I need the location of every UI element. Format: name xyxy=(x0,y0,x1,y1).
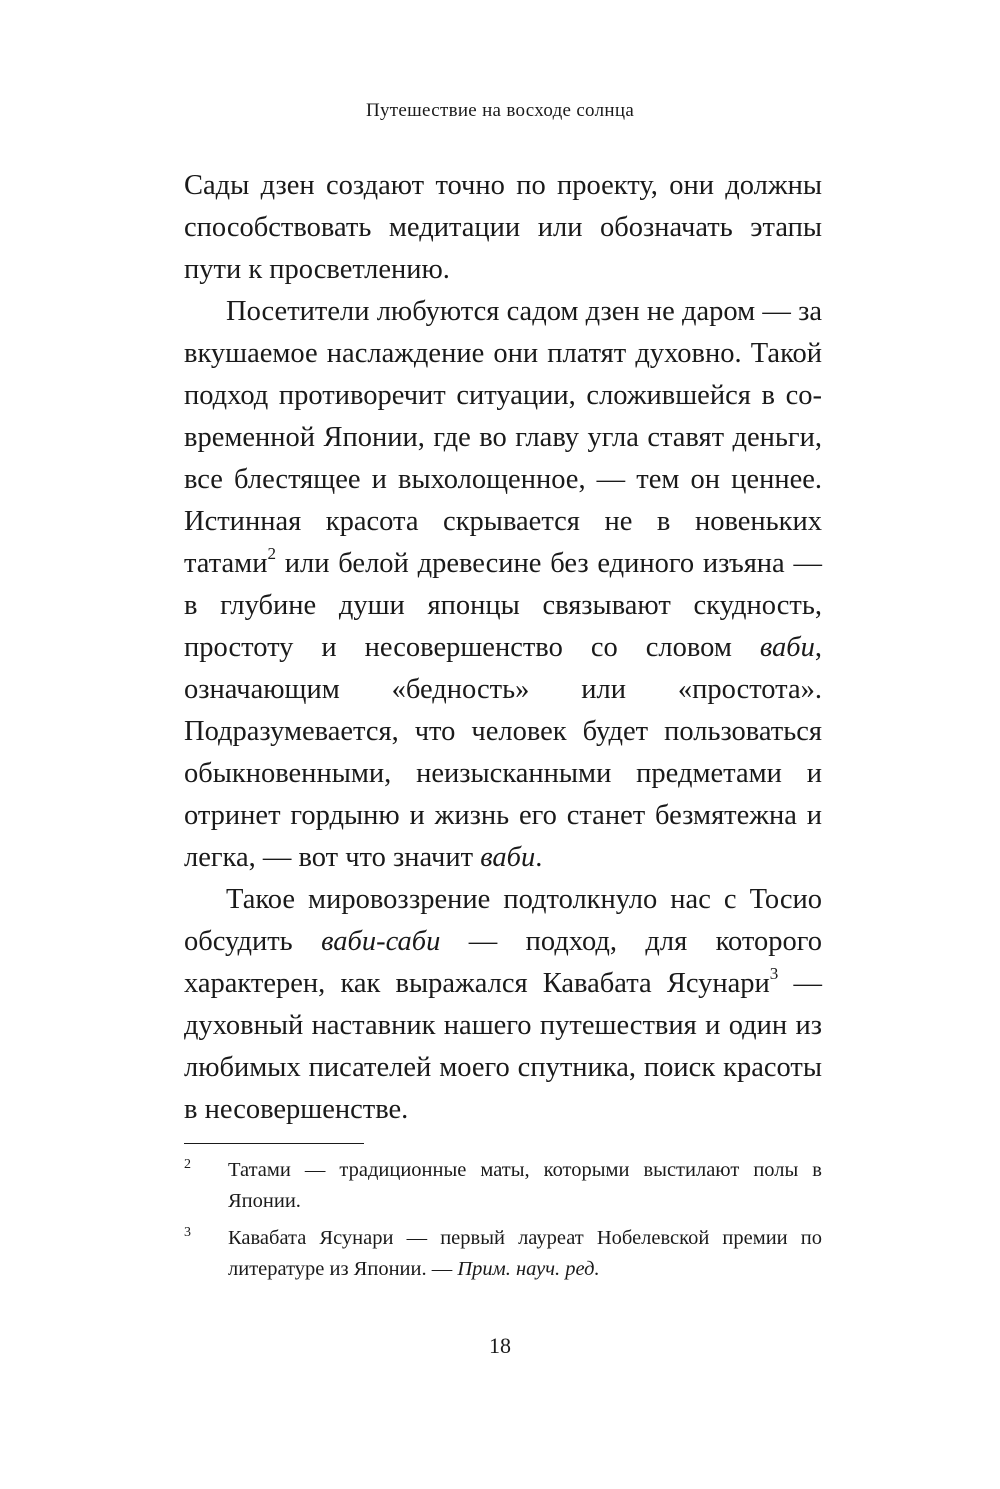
paragraph-2-part-b: или белой древесине без единого изъяна — в глубине души японцы связывают скудность, простоту и несовершенство со словом xyxy=(184,548,822,663)
footnote-item xyxy=(184,1155,822,1217)
footnote-ref-2[interactable]: 2 xyxy=(267,544,277,564)
footnote-item xyxy=(184,1223,822,1285)
term-wabi-2: ваби xyxy=(480,842,536,873)
paragraph-3-part-b: — подход, для которого характерен, как выражался Кавабата Ясунари xyxy=(184,926,822,999)
paragraph-3-part-c: — духовный наставник нашего путешествия и один из любимых писателей моего спутника, поиск красоты в несовершенстве. xyxy=(184,968,822,1125)
paragraph-3 xyxy=(184,879,822,1131)
paragraph-3-part-a: Такое мировоззрение подтолкнуло нас с Тосио обсудить xyxy=(184,884,822,957)
term-wabi-sabi: ваби-саби xyxy=(321,926,441,957)
paragraph-2-part-c: , означающим «бедность» или «простота». Подразумевается, что человек будет пользоваться обыкновенными, неизысканными предметами и отринет гордыню и жизнь его станет безмятежна и легка, — вот что значит xyxy=(184,632,822,873)
paragraph-2-part-d: . xyxy=(535,842,543,873)
paragraph-2 xyxy=(184,291,822,879)
footnotes xyxy=(184,1155,822,1291)
footnote-text: Татами — традиционные маты, которыми выстилают полы в Японии. xyxy=(228,1159,822,1212)
running-title: Путешествие на восходе солнца xyxy=(365,100,635,121)
main-text xyxy=(184,165,822,1131)
paragraph-1: Сады дзен создают точно по проекту, они должны способствовать медитации или обозначать этапы пути к просветлению. xyxy=(184,170,822,285)
footnote-divider xyxy=(184,1143,364,1144)
footnote-ref-3[interactable]: 3 xyxy=(769,964,779,984)
footnote-number: 2 xyxy=(184,1157,191,1172)
footnote-text: Кавабата Ясунари — первый лауреат Нобелевской премии по литературе из Японии. — xyxy=(228,1227,822,1280)
editor-note: Прим. науч. ред. xyxy=(457,1258,600,1280)
footnote-number: 3 xyxy=(184,1225,191,1240)
term-wabi: ваби xyxy=(759,632,815,663)
page-number: 18 xyxy=(489,1333,511,1358)
paragraph-2-part-a: Посетители любуются садом дзен не даром — за вкушаемое наслаждение они платят духовно. Такой подход противоречит ситуации, сложившейся в современной Японии, где во главу угла ставят деньги, все блестящее и выхолощенное, — тем он ценнее. Истинная красота скрывается не в новеньких татами xyxy=(184,296,822,579)
